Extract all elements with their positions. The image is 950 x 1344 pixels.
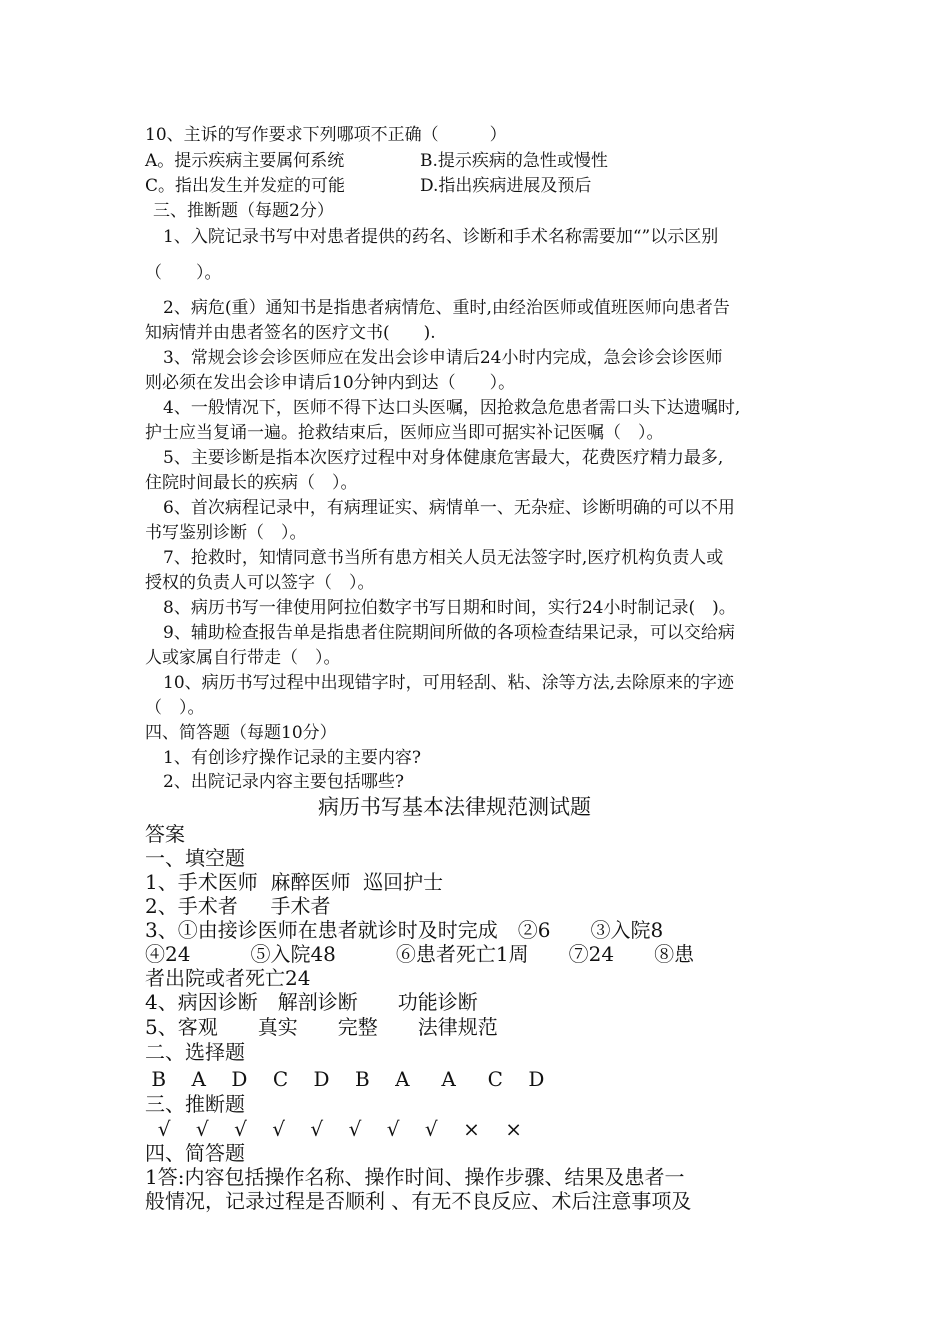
section-heading-short-answer: 四、简答题（每题10分） — [145, 723, 337, 743]
judgment-q6-line2: 书写鉴别诊断（ ）。 — [145, 523, 307, 543]
option-d: D.指出疾病进展及预后 — [420, 176, 592, 196]
answer-fill-3-line3: 者出院或者死亡24 — [145, 966, 311, 990]
answer-short-1-line2: 般情况，记录过程是否顺利 、有无不良反应、术后注意事项及 — [145, 1189, 692, 1213]
option-b: B.提示疾病的急性或慢性 — [420, 151, 608, 171]
judgment-q8: 8、病历书写一律使用阿拉伯数字书写日期和时间，实行24小时制记录( )。 — [163, 598, 736, 618]
judgment-q3-line1: 3、常规会诊会诊医师应在发出会诊申请后24小时内完成，急会诊会诊医师 — [163, 348, 723, 368]
judgment-q5-line2: 住院时间最长的疾病（ ）。 — [145, 473, 358, 493]
answer-fill-4: 4、病因诊断 解剖诊断 功能诊断 — [145, 990, 478, 1014]
option-a: A。提示疾病主要属何系统 — [145, 151, 345, 171]
answer-fill-5: 5、客观 真实 完整 法律规范 — [145, 1015, 498, 1039]
answer-fill-2: 2、手术者 手术者 — [145, 894, 331, 918]
judgment-q2-line1: 2、病危(重）通知书是指患者病情危、重时,由经治医师或值班医师向患者告 — [163, 298, 730, 318]
answers-judgment-list: √ √ √ √ √ √ √ √ × × — [145, 1117, 523, 1141]
judgment-q10-line2: （ ）。 — [145, 698, 205, 718]
judgment-q9-line2: 人或家属自行带走（ ）。 — [145, 648, 341, 668]
answer-fill-3-line2: ④24 ⑤入院48 ⑥患者死亡1周 ⑦24 ⑧患 — [145, 942, 695, 966]
short-answer-q1: 1、有创诊疗操作记录的主要内容? — [163, 748, 421, 768]
judgment-q1-line1: 1、入院记录书写中对患者提供的药名、诊断和手术名称需要加“”以示区别 — [163, 227, 719, 247]
judgment-q3-line2: 则必须在发出会诊申请后10分钟内到达（ ）。 — [145, 373, 516, 393]
answers-label: 答案 — [145, 822, 185, 846]
answer-fill-3-line1: 3、①由接诊医师在患者就诊时及时完成 ②6 ③入院8 — [145, 918, 664, 942]
judgment-q7-line1: 7、抢救时，知情同意书当所有患方相关人员无法签字时,医疗机构负责人或 — [163, 548, 724, 568]
question-10: 10、主诉的写作要求下列哪项不正确（ ） — [145, 125, 507, 145]
answers-judgment-heading: 三、推断题 — [145, 1092, 245, 1116]
answer-fill-1: 1、手术医师 麻醉医师 巡回护士 — [145, 870, 444, 894]
option-c: C。指出发生并发症的可能 — [145, 176, 346, 196]
answers-choice-heading: 二、选择题 — [145, 1040, 245, 1064]
answers-short-heading: 四、简答题 — [145, 1141, 245, 1165]
judgment-q5-line1: 5、主要诊断是指本次医疗过程中对身体健康危害最大，花费医疗精力最多, — [163, 448, 724, 468]
judgment-q2-line2: 知病情并由患者签名的医疗文书( ). — [145, 323, 436, 343]
judgment-q10-line1: 10、病历书写过程中出现错字时，可用轻刮、粘、涂等方法,去除原来的字迹 — [163, 673, 735, 693]
judgment-q6-line1: 6、首次病程记录中，有病理证实、病情单一、无杂症、诊断明确的可以不用 — [163, 498, 735, 518]
judgment-q1-line2: （ ）。 — [145, 263, 222, 283]
answer-short-1-line1: 1答:内容包括操作名称、操作时间、操作步骤、结果及患者一 — [145, 1165, 685, 1189]
section-heading-judgment: 三、推断题（每题2分） — [153, 201, 334, 221]
answers-choice-list: B A D C D B A A C D — [145, 1067, 545, 1091]
answers-title: 病历书写基本法律规范测试题 — [318, 795, 591, 819]
answers-fill-heading: 一、填空题 — [145, 846, 245, 870]
judgment-q4-line2: 护士应当复诵一遍。抢救结束后，医师应当即可据实补记医嘱（ ）。 — [145, 423, 664, 443]
judgment-q9-line1: 9、辅助检查报告单是指患者住院期间所做的各项检查结果记录，可以交给病 — [163, 623, 735, 643]
short-answer-q2: 2、出院记录内容主要包括哪些? — [163, 772, 404, 792]
judgment-q7-line2: 授权的负责人可以签字（ ）。 — [145, 573, 375, 593]
judgment-q4-line1: 4、一般情况下，医师不得下达口头医嘱，因抢救急危患者需口头下达遗嘱时, — [163, 398, 741, 418]
